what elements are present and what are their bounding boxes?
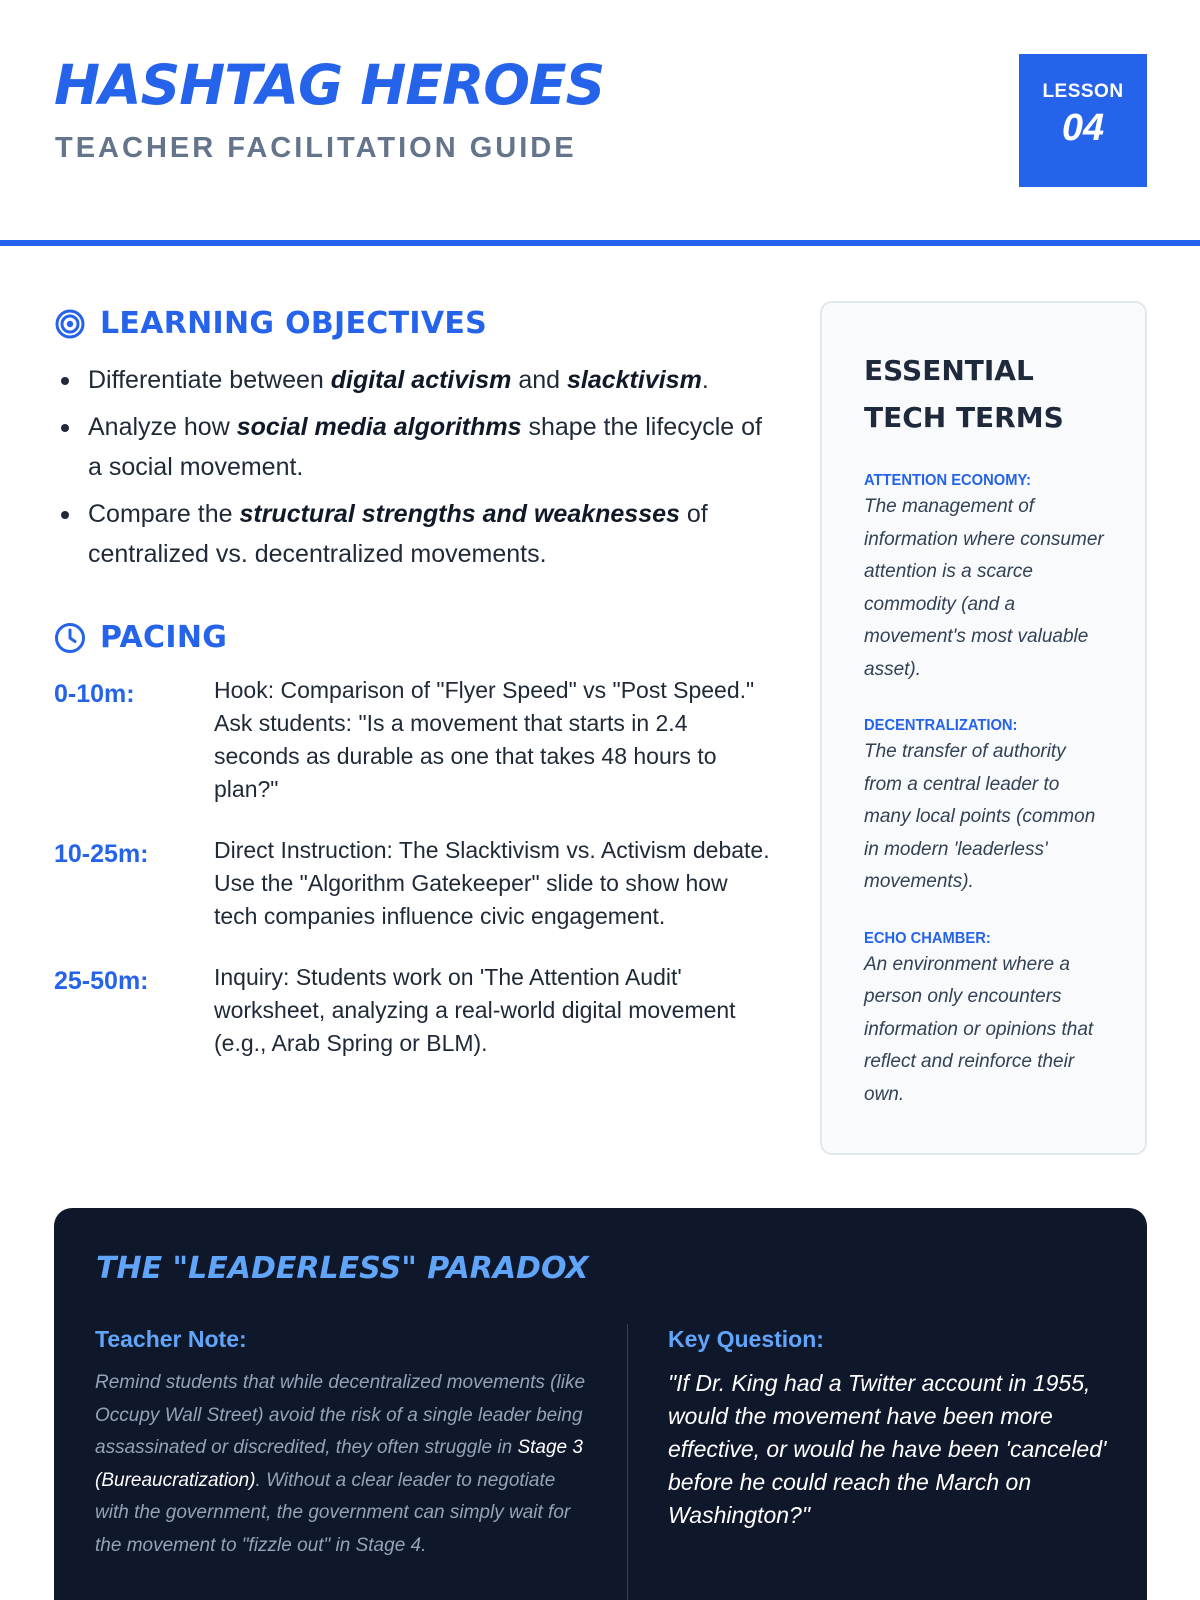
term-definition: An environment where a person only encounters information or opinions that reflect and reinforce their own.: [864, 953, 1094, 1105]
pacing-row: [54, 674, 774, 806]
lesson-number: 04: [1061, 107, 1105, 149]
pacing-time: 10-25m:: [54, 840, 149, 868]
tech-terms-card: [820, 301, 1147, 1155]
tech-terms-title: ESSENTIAL TECH TERMS: [864, 354, 1064, 434]
clock-icon: [54, 622, 86, 654]
objectives-list: [56, 360, 776, 581]
pacing-description: Inquiry: Students work on 'The Attention Audit' worksheet, analyzing a real-world digital movement (e.g., Arab Spring or BLM).: [214, 964, 736, 1056]
pacing-description: Hook: Comparison of "Flyer Speed" vs "Post Speed." Ask students: "Is a movement that starts in 2.4 seconds as durable as one that takes 48 hours to plan?": [214, 677, 755, 802]
objectives-title: LEARNING OBJECTIVES: [100, 306, 488, 341]
key-question-heading: Key Question:: [668, 1326, 824, 1352]
pacing-title: PACING: [100, 620, 228, 655]
objective-item: Differentiate between digital activism and slacktivism.: [56, 360, 776, 400]
objective-item: Compare the structural strengths and weaknesses of centralized vs. decentralized movements.: [56, 494, 776, 574]
term-definition: The transfer of authority from a central leader to many local points (common in modern 'leaderless' movements).: [864, 741, 1096, 892]
term-entry: [864, 929, 1105, 1112]
term-entry: [864, 471, 1105, 686]
objectives-heading: [54, 306, 487, 341]
pacing-heading: [54, 620, 227, 655]
term-definition: The management of information where consumer attention is a scarce commodity (and a movement's most valuable asset).: [864, 496, 1104, 680]
guide-subtitle: TEACHER FACILITATION GUIDE: [55, 132, 577, 164]
lesson-label: LESSON: [1042, 81, 1124, 102]
teacher-note: [95, 1324, 585, 1562]
guide-title: HASHTAG HEROES: [54, 53, 605, 117]
lesson-badge: [1019, 54, 1147, 187]
objective-item: Analyze how social media algorithms shape the lifecycle of a social movement.: [56, 407, 776, 487]
pacing-time: 25-50m:: [54, 967, 149, 995]
term-name: DECENTRALIZATION:: [864, 717, 1018, 734]
teacher-note-heading: Teacher Note:: [95, 1326, 247, 1352]
term-name: ECHO CHAMBER:: [864, 929, 991, 947]
page-header: [0, 0, 1200, 246]
key-question: [668, 1324, 1118, 1532]
pacing-time: 0-10m:: [54, 680, 135, 708]
key-question-text: "If Dr. King had a Twitter account in 1955, would the movement have been more effective, or would he have been 'canceled' before he could reach the March on Washington?": [668, 1370, 1107, 1528]
column-divider: [627, 1324, 628, 1600]
term-name: ATTENTION ECONOMY:: [864, 472, 1032, 489]
paradox-title: THE "LEADERLESS" PARADOX: [96, 1251, 589, 1286]
teacher-note-text: Remind students that while decentralized movements (like Occupy Wall Street) avoid the risk of a single leader being assassinated or discredited, they often struggle in Stage 3 (Bureaucratization). Without a clear leader to negotiate with the government, the government can simply wait for the movement to "fizzle out" in Stage 4.: [95, 1372, 586, 1556]
pacing-row: [54, 834, 774, 933]
paradox-panel: [54, 1208, 1147, 1600]
pacing-row: [54, 961, 774, 1060]
term-entry: [864, 716, 1105, 899]
pacing-description: Direct Instruction: The Slacktivism vs. Activism debate. Use the "Algorithm Gatekeeper" slide to show how tech companies influence civic engagement.: [214, 837, 770, 929]
target-icon: [54, 308, 86, 340]
